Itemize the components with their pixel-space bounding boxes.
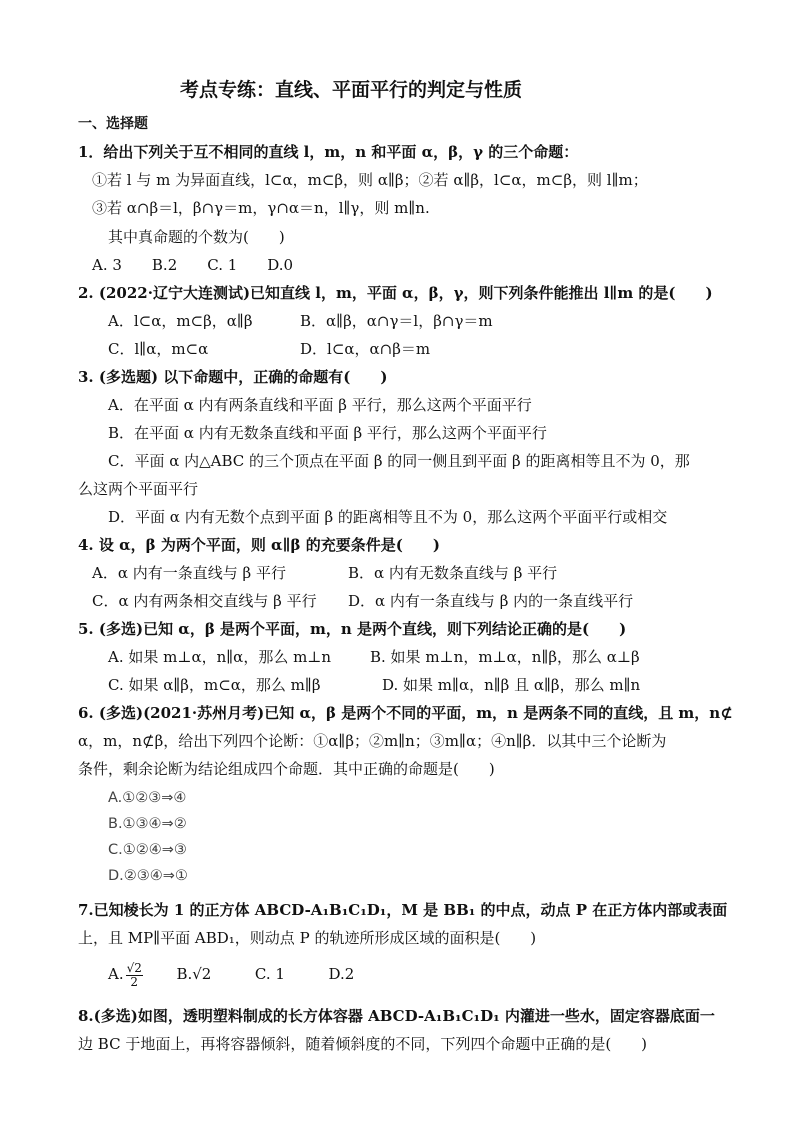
question-5-option-b: B. 如果 m⊥n，m⊥α，n∥β，那么 α⊥β: [370, 648, 640, 666]
question-4-option-c: C．α 内有两条相交直线与 β 平行: [92, 592, 317, 610]
question-7-line-2: 上，且 MP∥平面 ABD₁，则动点 P 的轨迹所形成区域的面积是( ): [78, 929, 537, 947]
question-7-option-c: C. 1: [254, 965, 285, 983]
question-3-option-c: C．平面 α 内△ABC 的三个顶点在平面 β 的同一侧且到平面 β 的距离相等且不为 0，那: [108, 452, 690, 470]
question-6-option-b: B.①③④⇒②: [108, 816, 187, 832]
question-6-option-d: D.②③④⇒①: [108, 868, 188, 884]
sqrt2-over-2-fraction: [126, 962, 143, 989]
question-7-options: [108, 958, 354, 990]
question-5-option-c: C. 如果 α∥β，m⊂α，那么 m∥β: [108, 676, 321, 694]
section-heading: 一、选择题: [78, 116, 148, 132]
question-6-option-c: C.①②④⇒③: [108, 842, 187, 858]
question-4-option-d: D．α 内有一条直线与 β 内的一条直线平行: [348, 592, 634, 610]
question-2-stem: 2. (2022·辽宁大连测试)已知直线 l，m，平面 α，β，γ，则下列条件能推出 l∥m 的是( ): [78, 284, 713, 302]
question-1-options: A. 3 B.2 C. 1 D.0: [92, 256, 294, 274]
question-4-stem: 4. 设 α，β 为两个平面，则 α∥β 的充要条件是( ): [78, 536, 440, 554]
question-3-option-a: A．在平面 α 内有两条直线和平面 β 平行，那么这两个平面平行: [108, 396, 532, 414]
question-4-option-a: A．α 内有一条直线与 β 平行: [92, 564, 286, 582]
question-3-stem: 3. (多选题) 以下命题中，正确的命题有( ): [78, 368, 388, 386]
question-2-option-a: A．l⊂α，m⊂β，α∥β: [108, 312, 253, 330]
question-8-line-1: 8.(多选)如图，透明塑料制成的长方体容器 ABCD-A₁B₁C₁D₁ 内灌进一些水，固定容器底面一: [78, 1007, 715, 1025]
question-8-line-2: 边 BC 于地面上，再将容器倾斜，随着倾斜度的不同，下列四个命题中正确的是( ): [78, 1035, 648, 1053]
fraction-denominator: 2: [130, 974, 139, 989]
question-4-option-b: B．α 内有无数条直线与 β 平行: [348, 564, 558, 582]
question-2-option-c: C．l∥α，m⊂α: [108, 340, 209, 358]
question-6-line-2: α，m，n⊄β，给出下列四个论断：①α∥β；②m∥n；③m∥α；④n∥β．以其中三个论断为: [78, 732, 667, 750]
question-3-option-b: B．在平面 α 内有无数条直线和平面 β 平行，那么这两个平面平行: [108, 424, 547, 442]
question-7-option-a-label: A.: [108, 965, 124, 983]
question-2-option-b: B．α∥β，α∩γ＝l，β∩γ＝m: [300, 312, 493, 330]
question-1-line-2: ①若 l 与 m 为异面直线，l⊂α，m⊂β，则 α∥β；②若 α∥β，l⊂α，m⊂β，则 l∥m；: [92, 171, 648, 189]
question-5-option-d: D. 如果 m∥α，n∥β 且 α∥β，那么 m∥n: [382, 676, 641, 694]
question-7-option-b-label: B.: [176, 965, 193, 983]
question-5-stem: 5. (多选)已知 α，β 是两个平面，m，n 是两个直线，则下列结论正确的是( ): [78, 620, 627, 638]
question-5-option-a: A. 如果 m⊥α，n∥α，那么 m⊥n: [108, 648, 332, 666]
question-3-option-d: D．平面 α 内有无数个点到平面 β 的距离相等且不为 0，那么这两个平面平行或相交: [108, 508, 668, 526]
question-1-line-3: ③若 α∩β＝l，β∩γ＝m，γ∩α＝n，l∥γ，则 m∥n.: [92, 199, 430, 217]
question-6-option-a: A.①②③⇒④: [108, 790, 187, 806]
question-2-option-d: D．l⊂α，α∩β＝m: [300, 340, 431, 358]
question-1-line-4: 其中真命题的个数为( ): [108, 228, 285, 246]
question-7-option-b-value: √2: [192, 965, 212, 983]
question-7-line-1: 7.已知棱长为 1 的正方体 ABCD-A₁B₁C₁D₁，M 是 BB₁ 的中点，动点 P 在正方体内部或表面: [78, 901, 728, 919]
question-1-stem: 1．给出下列关于互不相同的直线 l，m，n 和平面 α，β，γ 的三个命题：: [78, 143, 579, 161]
question-3-option-c-cont: 么这两个平面平行: [78, 480, 199, 498]
page-title: 考点专练：直线、平面平行的判定与性质: [180, 79, 523, 101]
fraction-numerator: √2: [126, 960, 142, 975]
question-6-line-3: 条件，剩余论断为结论组成四个命题．其中正确的命题是( ): [78, 760, 495, 778]
question-6-line-1: 6. (多选)(2021·苏州月考)已知 α，β 是两个不同的平面，m，n 是两条不同的直线，且 m，n⊄: [78, 704, 733, 722]
question-7-option-d: D.2: [328, 965, 355, 983]
